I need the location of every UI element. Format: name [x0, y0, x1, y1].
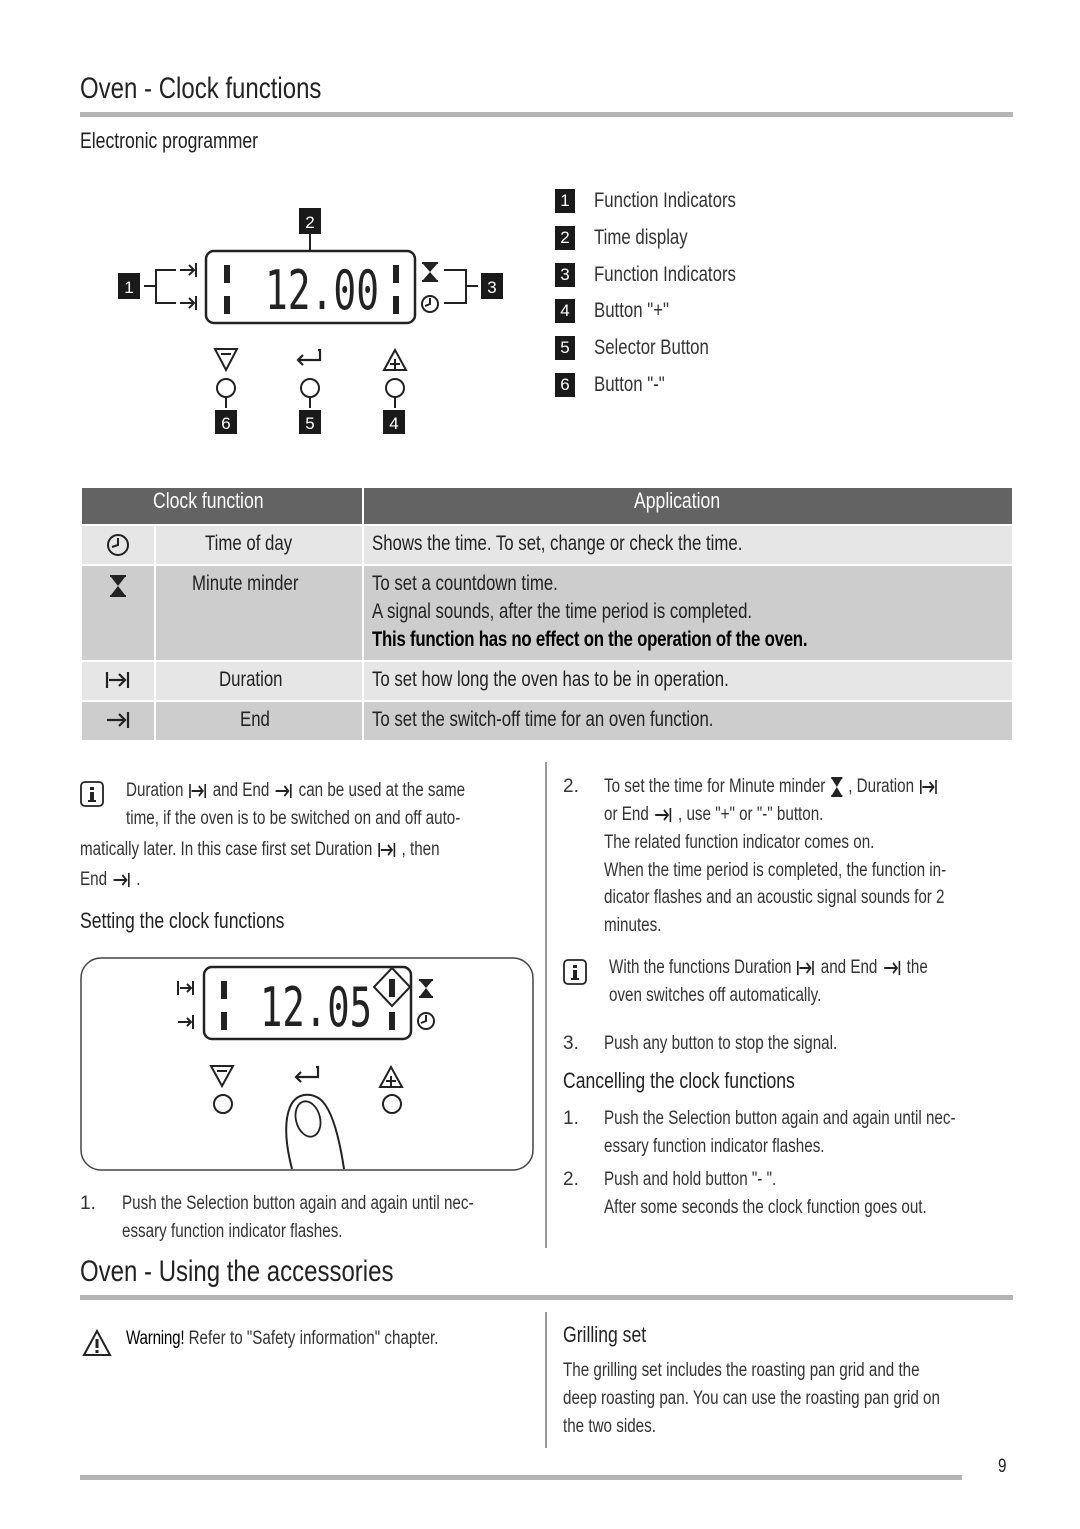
svg-text:3: 3 [487, 278, 497, 297]
subtitle-programmer: Electronic programmer [80, 128, 259, 153]
clock-indicator-icon [418, 1013, 434, 1029]
grill-text: the two sides. [563, 1416, 656, 1437]
end-icon [653, 806, 674, 824]
section-title-accessories: Oven - Using the accessories [80, 1255, 394, 1288]
end-indicator-icon [178, 1015, 193, 1029]
minus-symbol-icon [211, 1066, 233, 1086]
hourglass-icon [105, 572, 131, 600]
footer-rule [80, 1475, 962, 1480]
table-row: Minute minder To set a countdown time. A signal sounds, after the time period is completed. This function has no effect on the operation of the oven. [81, 565, 1013, 661]
step-text: After some seconds the clock function goes out. [604, 1197, 927, 1218]
info-icon [80, 781, 104, 807]
time-display: 12.00 [265, 259, 379, 322]
end-icon [882, 959, 903, 977]
plus-symbol-icon [384, 350, 406, 370]
plus-button [386, 379, 404, 397]
grill-text: The grilling set includes the roasting pan grid and the [563, 1360, 920, 1381]
plus-button [383, 1095, 401, 1113]
step-text: Push and hold button "- ". [604, 1169, 777, 1190]
note-auto-off: With the functions Duration and End the [609, 957, 928, 978]
grill-title: Grilling set [563, 1322, 647, 1347]
note-line: time, if the oven is to be switched on and off auto- [126, 808, 461, 829]
section-title-clock: Oven - Clock functions [80, 72, 322, 105]
selector-button [301, 379, 319, 397]
step-number: 3. [563, 1033, 579, 1054]
end-indicator-icon [180, 296, 196, 310]
setting-title: Setting the clock functions [80, 908, 285, 933]
column-divider [545, 762, 547, 1248]
table-header-function: Clock function [81, 487, 363, 525]
svg-text:6: 6 [221, 414, 231, 433]
minus-button [217, 379, 235, 397]
minus-symbol-icon [215, 349, 237, 370]
step-text: Push the Selection button again and again until nec- [122, 1193, 474, 1214]
duration-icon [188, 782, 209, 800]
end-icon [103, 708, 133, 732]
column-divider [545, 1312, 547, 1448]
step-text: The related function indicator comes on. [604, 832, 875, 853]
hourglass-indicator-icon [419, 979, 433, 998]
table-row: Time of day Shows the time. To set, change or check the time. [81, 525, 1013, 565]
table-row: Duration To set how long the oven has to be in operation. [81, 661, 1013, 701]
enter-symbol-icon [296, 1067, 318, 1082]
duration-icon [103, 668, 133, 692]
end-icon [111, 871, 132, 889]
svg-text:2: 2 [305, 213, 315, 232]
table-row: End To set the switch-off time for an oven function. [81, 701, 1013, 741]
note-line: matically later. In this case first set Duration , then [80, 839, 440, 860]
duration-icon [796, 959, 817, 977]
programmer-diagram [110, 200, 520, 440]
table-header-application: Application [363, 487, 1013, 525]
title-rule [80, 1295, 1013, 1300]
svg-text:5: 5 [305, 414, 315, 433]
note-duration-end: Duration and End can be used at the same [126, 780, 466, 801]
warning-icon [82, 1329, 112, 1357]
hourglass-icon [830, 776, 844, 798]
minus-button [214, 1095, 232, 1113]
enter-symbol-icon [298, 350, 320, 365]
note-line: End . [80, 869, 141, 890]
setting-diagram [80, 957, 534, 1171]
svg-text:4: 4 [389, 414, 399, 433]
duration-icon [918, 778, 939, 796]
step-number: 1. [80, 1193, 96, 1214]
clock-function-table [80, 486, 1014, 742]
duration-indicator-icon [178, 981, 193, 995]
hourglass-indicator-icon [422, 262, 438, 282]
title-rule [80, 112, 1013, 117]
step-text: essary function indicator flashes. [604, 1136, 825, 1157]
clock-icon [105, 532, 131, 558]
step-number: 1. [563, 1108, 579, 1129]
step-text: essary function indicator flashes. [122, 1221, 343, 1242]
step-text: Push the Selection button again and again until nec- [604, 1108, 956, 1129]
cancel-title: Cancelling the clock functions [563, 1068, 795, 1093]
step-text: minutes. [604, 915, 662, 936]
step-number: 2. [563, 776, 579, 797]
grill-text: deep roasting pan. You can use the roasting pan grid on [563, 1388, 940, 1409]
plus-symbol-icon [380, 1067, 402, 1087]
step-text: or End , use "+" or "-" button. [604, 804, 824, 825]
step-text: When the time period is completed, the function in- [604, 860, 947, 881]
step-text: dicator flashes and an acoustic signal sounds for 2 [604, 887, 945, 908]
svg-text:1: 1 [124, 278, 134, 297]
end-icon [274, 782, 295, 800]
note-line: oven switches off automatically. [609, 985, 822, 1006]
info-icon [563, 959, 587, 985]
step-text: Push any button to stop the signal. [604, 1033, 838, 1054]
warning-text: Warning! Refer to "Safety information" chapter. [126, 1328, 439, 1349]
step-number: 2. [563, 1169, 579, 1190]
duration-icon [377, 841, 398, 859]
step-text: To set the time for Minute minder , Duration [604, 773, 1023, 801]
duration-indicator-icon [180, 263, 196, 277]
time-display: 12.05 [260, 976, 372, 1039]
clock-indicator-icon [422, 296, 438, 312]
page-number: 9 [998, 1456, 1007, 1477]
